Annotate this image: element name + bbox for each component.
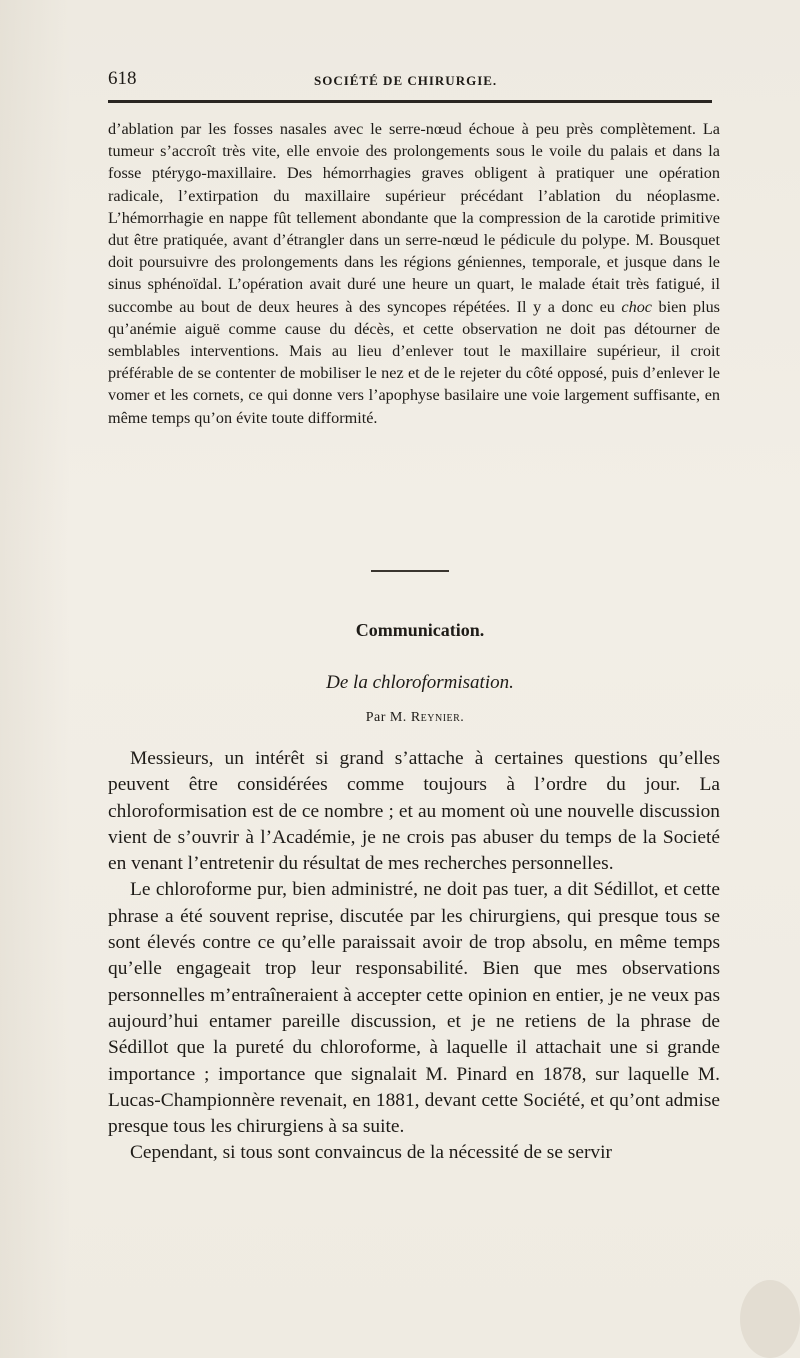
author-name: Reynier. <box>410 710 465 725</box>
body-paragraph: Cependant, si tous sont convaincus de la nécessité de se servir <box>130 1142 612 1164</box>
author-prefix: Par M. <box>365 710 411 725</box>
previous-article-paragraph <box>108 118 720 429</box>
paragraph-start: d’ablation par les fosses nasales avec le serre-nœud échoue à peu près complètement. La tumeur s’accroît très vite, elle envoie des prolongements sous le voile du palais et dans la fosse ptérygo-maxillaire. Des hémorrhagies graves obligent à pratiquer une opération radicale, l’extirpation du maxillaire supérieur précédant l’ablation du néoplasme. L’hémorrhagie en nappe fût tellement abondante que la compression de la carotide primitive dut être pratiquée, avant d’étrangler dans un serre-nœud le pédicule du polype. M. Bousquet doit poursuivre des prolongements dans les régions géniennes, temporale, et jusque dans le sinus sphénoïdal. L’opération avait duré une heure un quart, le malade était très fatigué, il succombe au bout de deux heures à des syncopes répétées. Il y a donc eu <box>108 120 720 316</box>
section-separator <box>371 570 449 572</box>
page-number: 618 <box>108 68 137 89</box>
article-title: De la chloroformisation. <box>326 672 514 693</box>
previous-article-text <box>108 118 720 429</box>
section-heading: Communication. <box>355 620 485 640</box>
paragraph-end: bien plus qu’anémie aiguë comme cause du décès, et cette observation ne doit pas détourner de semblables interventions. Mais au lieu d’enlever tout le maxillaire supérieur, il croit préférable de se contenter de mobiliser le nez et de le rejeter du côté opposé, puis d’enlever le vomer et les cornets, ce qui donne vers l’apophyse basilaire une voie largement suffisante, en même temps qu’on évite toute difformité. <box>108 297 720 427</box>
article-body <box>108 746 720 1167</box>
body-paragraph: Messieurs, un intérêt si grand s’attache à certaines questions qu’elles peuvent être considérées comme toujours à l’ordre du jour. La chloroformisation est de ce nombre ; et au moment où une nouvelle discussion vient de s’ouvrir à l’Académie, je ne crois pas abuser du temps de la Societé en venant l’entretenir du résultat de mes recherches personnelles. <box>108 748 720 875</box>
paper-stain <box>740 1280 800 1358</box>
author-line <box>0 710 800 726</box>
header-rule <box>108 100 712 103</box>
running-head <box>108 68 712 98</box>
body-paragraph: Le chloroforme pur, bien administré, ne doit pas tuer, a dit Sédillot, et cette phrase a été souvent reprise, discutée par les chirurgiens, qui presque tous se sont élevés contre ce qu’elle paraissait avoir de trop absolu, en même temps qu’elle engageait trop leur responsabilité. Bien que mes observations personnelles m’entraîneraient à accepter cette opinion en entier, je ne veux pas aujourd’hui entamer pareille discussion, et je ne retiens de la phrase de Sédillot que la pureté du chloroforme, à laquelle il attachait une si grande importance ; importance que signalait M. Pinard en 1878, sur laquelle M. Lucas-Championnère revenait, en 1881, devant cette Société, et qu’ont admise presque tous les chirurgiens à sa suite. <box>108 879 720 1138</box>
journal-title: SOCIÉTÉ DE CHIRURGIE. <box>314 73 498 88</box>
emphasis-word: choc <box>621 297 652 316</box>
